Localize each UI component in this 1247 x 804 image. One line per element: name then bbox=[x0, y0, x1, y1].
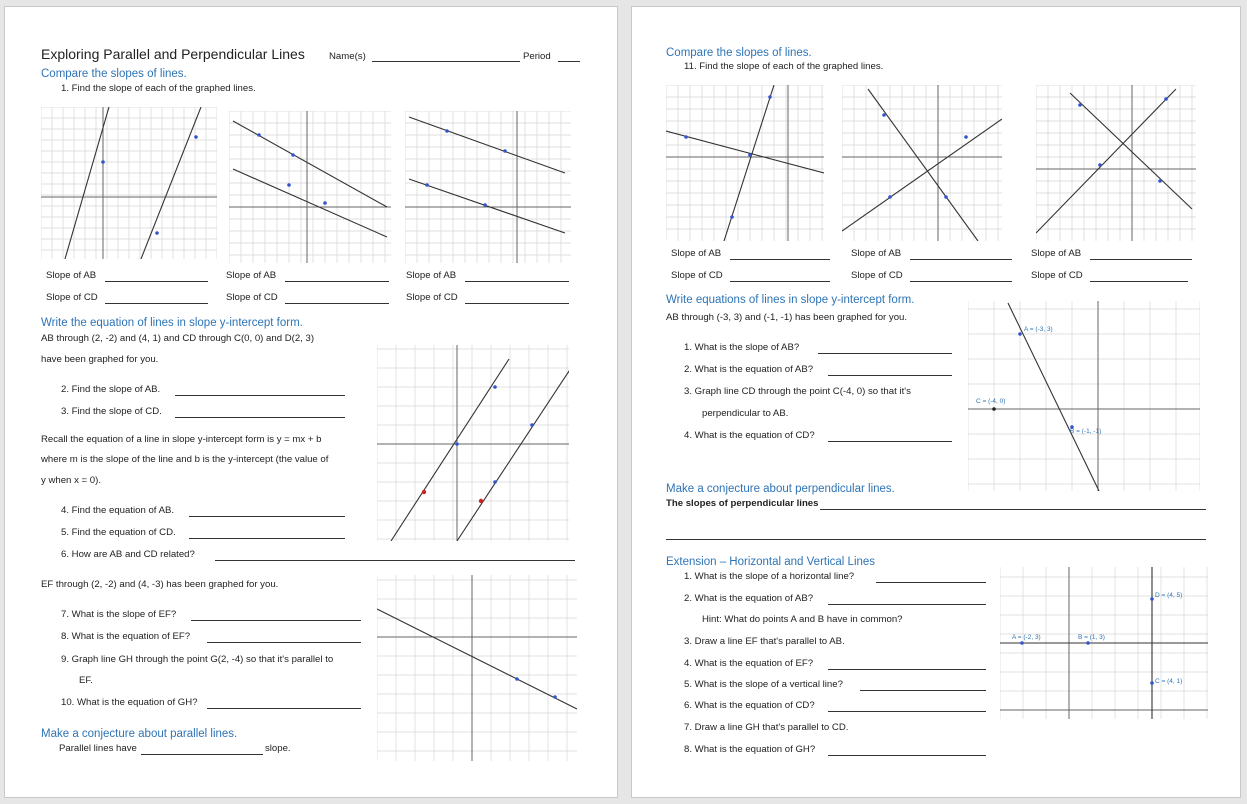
ext-question-1: 1. What is the slope of a horizontal line? bbox=[684, 571, 855, 582]
blank[interactable] bbox=[465, 281, 569, 282]
worksheet-page-1 bbox=[4, 6, 618, 798]
question-1: 1. What is the slope of AB? bbox=[684, 342, 800, 353]
graph-perpendicular bbox=[968, 301, 1200, 491]
blank[interactable] bbox=[191, 620, 361, 621]
blank[interactable] bbox=[860, 690, 986, 691]
blank[interactable] bbox=[910, 259, 1012, 260]
blank[interactable] bbox=[730, 259, 830, 260]
graph-11b-slope-ab: Slope of AB bbox=[851, 248, 902, 259]
graph-1c-slope-ab: Slope of AB bbox=[406, 270, 457, 281]
label-point-b: B = (1, 3) bbox=[1078, 634, 1105, 641]
section-heading-extension: Extension – Horizontal and Vertical Lines bbox=[666, 556, 876, 568]
given-line-1: AB through (2, -2) and (4, 1) and CD through C(0, 0) and D(2, 3) bbox=[41, 333, 315, 344]
blank[interactable] bbox=[1090, 281, 1188, 282]
graph-11b bbox=[842, 85, 1002, 241]
graph-11c bbox=[1036, 85, 1196, 241]
graph-1a-slope-cd: Slope of CD bbox=[46, 292, 98, 303]
parallel-prefix: Parallel lines have bbox=[59, 743, 137, 754]
question-9b: EF. bbox=[79, 675, 93, 686]
blank[interactable] bbox=[105, 281, 208, 282]
graph-11a-slope-cd: Slope of CD bbox=[671, 270, 723, 281]
blank[interactable] bbox=[1090, 259, 1192, 260]
graph-extension bbox=[1000, 567, 1208, 719]
question-11: 11. Find the slope of each of the graphed lines. bbox=[684, 61, 884, 72]
blank[interactable] bbox=[828, 711, 986, 712]
label-point-d: D = (4, 5) bbox=[1155, 592, 1183, 599]
blank[interactable] bbox=[285, 303, 389, 304]
ext-question-5: 5. What is the slope of a vertical line? bbox=[684, 679, 843, 690]
blank[interactable] bbox=[828, 375, 952, 376]
blank[interactable] bbox=[105, 303, 208, 304]
question-1: 1. Find the slope of each of the graphed lines. bbox=[61, 83, 256, 94]
label-point-a: A = (-2, 3) bbox=[1012, 634, 1041, 641]
line-cd bbox=[65, 107, 109, 259]
question-3b: perpendicular to AB. bbox=[702, 408, 789, 419]
ext-question-6: 6. What is the equation of CD? bbox=[684, 700, 815, 711]
section-heading-conjecture: Make a conjecture about perpendicular lines. bbox=[666, 483, 895, 495]
recall-line-2: where m is the slope of the line and b is the y-intercept (the value of bbox=[41, 454, 329, 465]
section-heading-conjecture: Make a conjecture about parallel lines. bbox=[41, 728, 238, 740]
blank[interactable] bbox=[465, 303, 569, 304]
ext-question-3: 3. Draw a line EF that's parallel to AB. bbox=[684, 636, 845, 647]
ext-question-8: 8. What is the equation of GH? bbox=[684, 744, 816, 755]
blank[interactable] bbox=[730, 281, 830, 282]
name-label: Name(s) bbox=[329, 51, 366, 62]
given-line-2: have been graphed for you. bbox=[41, 354, 159, 365]
blank[interactable] bbox=[175, 395, 345, 396]
graph-11a-slope-ab: Slope of AB bbox=[671, 248, 722, 259]
blank[interactable] bbox=[818, 353, 952, 354]
ext-question-2: 2. What is the equation of AB? bbox=[684, 593, 814, 604]
worksheet-page-2 bbox=[631, 6, 1241, 798]
label-point-b: B = (-1, -1) bbox=[1070, 428, 1102, 435]
question-2: 2. What is the equation of AB? bbox=[684, 364, 814, 375]
question-3: 3. Find the slope of CD. bbox=[61, 406, 162, 417]
recall-line-1: Recall the equation of a line in slope y-intercept form is y = mx + b bbox=[41, 434, 322, 445]
section-heading-write: Write equations of lines in slope y-intercept form. bbox=[666, 294, 915, 306]
graph-1c-slope-cd: Slope of CD bbox=[406, 292, 458, 303]
name-blank[interactable] bbox=[372, 61, 520, 62]
blank[interactable] bbox=[828, 755, 986, 756]
graph-11b-slope-cd: Slope of CD bbox=[851, 270, 903, 281]
section-heading-compare: Compare the slopes of lines. bbox=[41, 68, 187, 80]
graph-11c-slope-cd: Slope of CD bbox=[1031, 270, 1083, 281]
blank[interactable] bbox=[666, 539, 1206, 540]
blank[interactable] bbox=[207, 708, 361, 709]
question-8: 8. What is the equation of EF? bbox=[61, 631, 191, 642]
graph-ab-cd bbox=[377, 345, 569, 541]
blank[interactable] bbox=[189, 516, 345, 517]
blank[interactable] bbox=[820, 509, 1206, 510]
question-3a: 3. Graph line CD through the point C(-4, 0) so that it's bbox=[684, 386, 911, 397]
graph-1b bbox=[229, 111, 391, 263]
question-4: 4. What is the equation of CD? bbox=[684, 430, 815, 441]
period-label: Period bbox=[523, 51, 551, 62]
graph-1a-slope-ab: Slope of AB bbox=[46, 270, 97, 281]
question-4: 4. Find the equation of AB. bbox=[61, 505, 175, 516]
blank[interactable] bbox=[876, 582, 986, 583]
period-blank[interactable] bbox=[558, 61, 580, 62]
question-10: 10. What is the equation of GH? bbox=[61, 697, 198, 708]
graph-11a bbox=[666, 85, 824, 241]
line-ab bbox=[141, 107, 201, 259]
question-6: 6. How are AB and CD related? bbox=[61, 549, 195, 560]
recall-line-3: y when x = 0). bbox=[41, 475, 101, 486]
section-heading-write: Write the equation of lines in slope y-intercept form. bbox=[41, 317, 303, 329]
graph-1b-slope-ab: Slope of AB bbox=[226, 270, 277, 281]
blank[interactable] bbox=[285, 281, 389, 282]
question-7: 7. What is the slope of EF? bbox=[61, 609, 177, 620]
blank[interactable] bbox=[141, 754, 263, 755]
label-point-a: A = (-3, 3) bbox=[1024, 326, 1053, 333]
ext-question-7: 7. Draw a line GH that's parallel to CD. bbox=[684, 722, 849, 733]
ext-question-4: 4. What is the equation of EF? bbox=[684, 658, 814, 669]
blank[interactable] bbox=[910, 281, 1012, 282]
question-5: 5. Find the equation of CD. bbox=[61, 527, 176, 538]
ef-given: EF through (2, -2) and (4, -3) has been graphed for you. bbox=[41, 579, 279, 590]
graph-1a bbox=[41, 107, 217, 259]
blank[interactable] bbox=[207, 642, 361, 643]
label-point-c: C = (4, 1) bbox=[1155, 678, 1183, 685]
page-title: Exploring Parallel and Perpendicular Lines bbox=[41, 46, 305, 62]
blank[interactable] bbox=[175, 417, 345, 418]
graph-11c-slope-ab: Slope of AB bbox=[1031, 248, 1082, 259]
blank[interactable] bbox=[828, 669, 986, 670]
blank[interactable] bbox=[828, 441, 952, 442]
blank[interactable] bbox=[828, 604, 986, 605]
label-point-c: C = (-4, 0) bbox=[976, 398, 1006, 405]
question-2: 2. Find the slope of AB. bbox=[61, 384, 161, 395]
parallel-suffix: slope. bbox=[265, 743, 291, 754]
conjecture-text: The slopes of perpendicular lines bbox=[666, 498, 819, 509]
question-9a: 9. Graph line GH through the point G(2, -4) so that it's parallel to bbox=[61, 654, 334, 665]
graph-1b-slope-cd: Slope of CD bbox=[226, 292, 278, 303]
given-ab: AB through (-3, 3) and (-1, -1) has been graphed for you. bbox=[666, 312, 908, 323]
graph-ef bbox=[377, 575, 577, 761]
graph-1c bbox=[405, 111, 571, 263]
ext-hint: Hint: What do points A and B have in common? bbox=[702, 614, 903, 625]
blank[interactable] bbox=[215, 560, 575, 561]
blank[interactable] bbox=[189, 538, 345, 539]
section-heading-compare: Compare the slopes of lines. bbox=[666, 47, 812, 59]
